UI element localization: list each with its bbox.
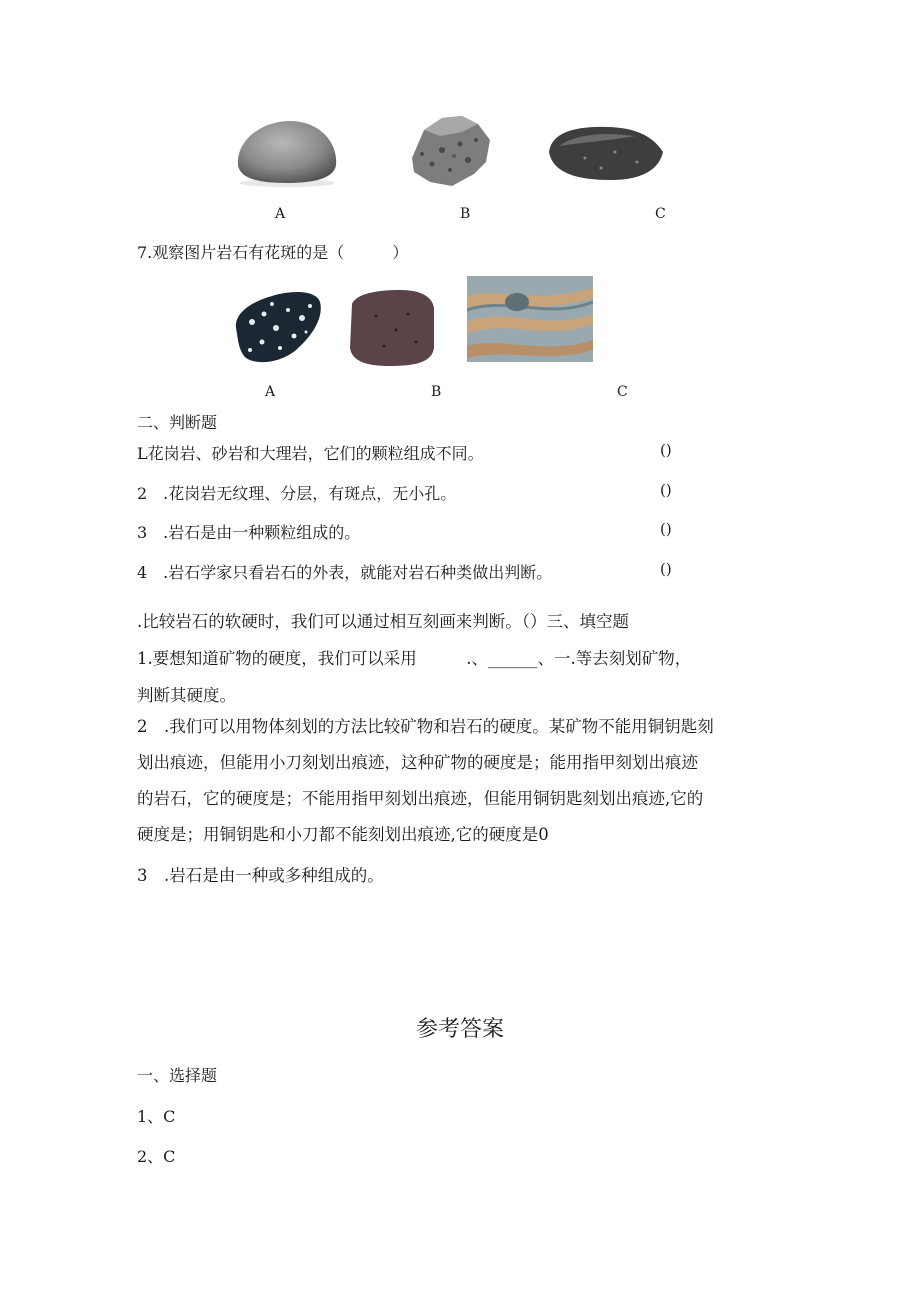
q6-label-c: C xyxy=(655,206,666,222)
judge-item-5: .比较岩石的软硬时，我们可以通过相互刻画来判断。（）三、填空题 xyxy=(137,612,629,631)
judge-answer-paren-3[interactable]: () xyxy=(660,520,672,538)
q7-label-c: C xyxy=(617,384,628,400)
judge-item-4: 4 .岩石学家只看岩石的外表，就能对岩石种类做出判断。 xyxy=(137,563,553,582)
fill-q2-line2: 划出痕迹，但能用小刀刻划出痕迹，这种矿物的硬度是；能用指甲刻划出痕迹 xyxy=(137,753,698,772)
answer-item-1: 1、C xyxy=(137,1107,176,1126)
section2-heading: 二、判断题 xyxy=(137,413,218,432)
fill-q2-line3: 的岩石，它的硬度是；不能用指甲刻划出痕迹，但能用铜钥匙刻划出痕迹,它的 xyxy=(137,789,704,808)
answers-title: 参考答案 xyxy=(415,1017,504,1042)
judge-answer-paren-2[interactable]: () xyxy=(660,481,672,499)
judge-item-3: 3 .岩石是由一种颗粒组成的。 xyxy=(137,523,361,542)
judge-answer-paren-1[interactable]: () xyxy=(660,441,672,459)
q7-question: 7.观察图片岩石有花斑的是（ ） xyxy=(137,243,409,262)
fill-q2-line1: 2 .我们可以用物体刻划的方法比较矿物和岩石的硬度。某矿物不能用铜钥匙刻 xyxy=(137,717,714,736)
fill-q2-line4: 硬度是；用铜钥匙和小刀都不能刻划出痕迹,它的硬度是0 xyxy=(137,825,549,844)
fill-q3: 3 .岩石是由一种或多种组成的。 xyxy=(137,866,384,885)
q7-rock-c-image xyxy=(467,276,593,362)
q6-label-a: A xyxy=(275,206,286,222)
q6-label-b: B xyxy=(460,206,471,222)
judge-item-1: L花岗岩、砂岩和大理岩，它们的颗粒组成不同。 xyxy=(137,444,484,463)
fill-q1-line1: 1.要想知道矿物的硬度，我们可以采用 .、______、一.等去刻划矿物， xyxy=(137,649,692,668)
q6-rock-a-image xyxy=(232,115,342,187)
q7-rock-b-image xyxy=(346,286,438,370)
q7-rock-a-image xyxy=(232,288,324,368)
q6-rock-b-image xyxy=(402,110,494,192)
answers-section-heading: 一、选择题 xyxy=(137,1066,218,1085)
judge-answer-paren-4[interactable]: () xyxy=(660,560,672,578)
fill-q2 xyxy=(137,709,787,853)
answer-item-2: 2、C xyxy=(137,1147,176,1166)
fill-q1-line2: 判断其硬度。 xyxy=(137,686,236,705)
q7-label-a: A xyxy=(265,384,276,400)
q7-label-b: B xyxy=(431,384,442,400)
judge-item-2: 2 .花岗岩无纹理、分层，有斑点，无小孔。 xyxy=(137,484,457,503)
q6-rock-c-image xyxy=(545,122,667,184)
